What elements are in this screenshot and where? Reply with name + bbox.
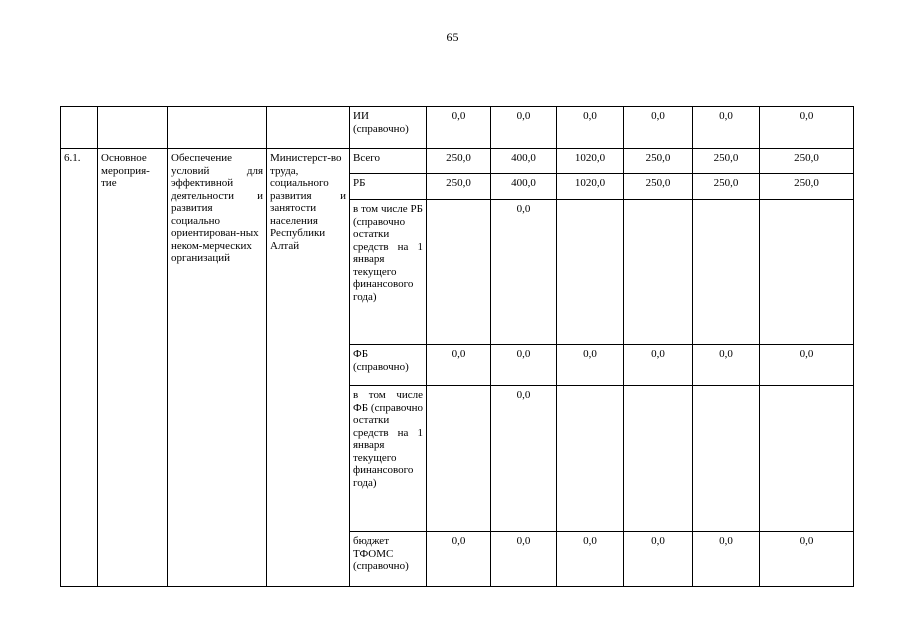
empty-cell bbox=[168, 107, 267, 149]
table-row bbox=[61, 149, 854, 174]
value-cell: 0,0 bbox=[557, 532, 624, 587]
value-cell: 250,0 bbox=[427, 174, 491, 200]
value-cell bbox=[693, 200, 760, 345]
value-cell: 250,0 bbox=[624, 174, 693, 200]
value-cell bbox=[624, 386, 693, 532]
empty-cell bbox=[98, 107, 168, 149]
value-cell: 1020,0 bbox=[557, 149, 624, 174]
empty-cell bbox=[61, 107, 98, 149]
value-cell: 0,0 bbox=[760, 532, 854, 587]
value-cell: 0,0 bbox=[624, 107, 693, 149]
value-cell: 0,0 bbox=[624, 345, 693, 386]
funding-source: в том числе ФБ (справочно остатки средств на 1 января текущего финансового года) bbox=[350, 386, 427, 532]
value-cell: 0,0 bbox=[760, 345, 854, 386]
activity-executor: Министерст-во труда, социального развития и занятости населения Республики Алтай bbox=[267, 149, 350, 587]
value-cell bbox=[693, 386, 760, 532]
value-cell: 250,0 bbox=[624, 149, 693, 174]
value-cell: 250,0 bbox=[760, 149, 854, 174]
value-cell: 250,0 bbox=[427, 149, 491, 174]
funding-source: ФБ (справочно) bbox=[350, 345, 427, 386]
activity-code: 6.1. bbox=[61, 149, 98, 587]
value-cell: 400,0 bbox=[491, 174, 557, 200]
value-cell bbox=[760, 386, 854, 532]
value-cell: 0,0 bbox=[491, 107, 557, 149]
value-cell: 0,0 bbox=[693, 345, 760, 386]
value-cell bbox=[427, 200, 491, 345]
value-cell: 0,0 bbox=[557, 107, 624, 149]
value-cell: 0,0 bbox=[427, 532, 491, 587]
value-cell: 0,0 bbox=[491, 532, 557, 587]
value-cell: 0,0 bbox=[624, 532, 693, 587]
value-cell bbox=[557, 386, 624, 532]
value-cell: 0,0 bbox=[557, 345, 624, 386]
value-cell: 0,0 bbox=[693, 107, 760, 149]
value-cell bbox=[624, 200, 693, 345]
value-cell: 0,0 bbox=[693, 532, 760, 587]
activity-name: Обеспечение условий для эффективной деятельности и развития социально ориентирован-ных неком-мерческих организаций bbox=[168, 149, 267, 587]
value-cell: 250,0 bbox=[760, 174, 854, 200]
value-cell: 0,0 bbox=[427, 345, 491, 386]
table-row bbox=[61, 107, 854, 149]
value-cell bbox=[427, 386, 491, 532]
page-number: 65 bbox=[446, 30, 459, 44]
activity-type: Основное мероприя-тие bbox=[98, 149, 168, 587]
value-cell: 1020,0 bbox=[557, 174, 624, 200]
value-cell bbox=[760, 200, 854, 345]
value-cell: 0,0 bbox=[491, 345, 557, 386]
value-cell bbox=[557, 200, 624, 345]
funding-source: ИИ (справочно) bbox=[350, 107, 427, 149]
empty-cell bbox=[267, 107, 350, 149]
funding-source: в том числе РБ (справочно остатки средств на 1 января текущего финансового года) bbox=[350, 200, 427, 345]
value-cell: 250,0 bbox=[693, 149, 760, 174]
funding-source: бюджет ТФОМС (справочно) bbox=[350, 532, 427, 587]
value-cell: 250,0 bbox=[693, 174, 760, 200]
value-cell: 0,0 bbox=[491, 386, 557, 532]
budget-table bbox=[60, 106, 854, 587]
value-cell: 0,0 bbox=[760, 107, 854, 149]
value-cell: 0,0 bbox=[427, 107, 491, 149]
value-cell: 400,0 bbox=[491, 149, 557, 174]
funding-source: РБ bbox=[350, 174, 427, 200]
value-cell: 0,0 bbox=[491, 200, 557, 345]
funding-source: Всего bbox=[350, 149, 427, 174]
